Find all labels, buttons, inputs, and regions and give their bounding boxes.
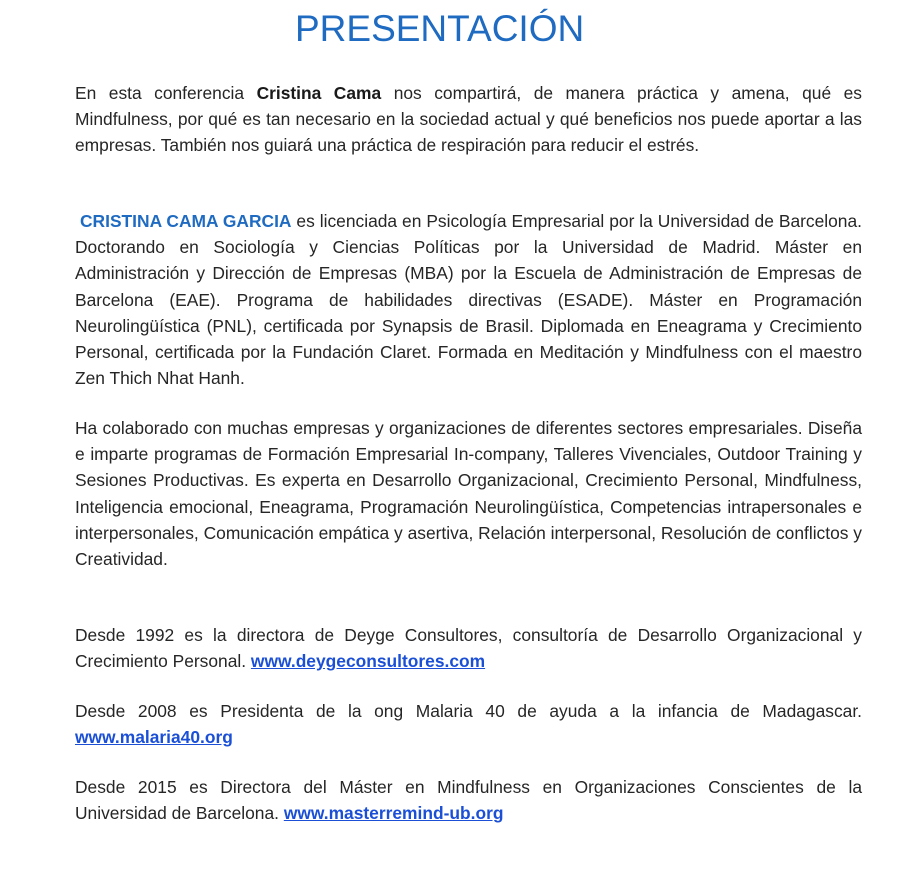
master-paragraph — [75, 774, 862, 826]
speaker-name: Cristina Cama — [256, 83, 382, 103]
malaria-paragraph — [75, 698, 862, 750]
deyge-text: Desde 1992 es la directora de Deyge Consultores, consultoría de Desarrollo Organizacional y Crecimiento Personal. — [75, 625, 862, 672]
malaria-text: Desde 2008 es Presidenta de la ong Malaria 40 de ayuda a la infancia de Madagascar. — [75, 701, 862, 721]
intro-paragraph — [75, 80, 862, 159]
intro-text-before: En esta conferencia — [75, 83, 257, 103]
bio-text: es licenciada en Psicología Empresarial por la Universidad de Barcelona. Doctorando en Sociología y Ciencias Políticas por la Universidad de Madrid. Máster en Administración y Dirección de Empresas (MBA) por la Escuela de Administración de Empresas de Barcelona (EAE). Programa de habilidades directivas (ESADE). Máster en Programación Neurolingüística (PNL), certificada por Synapsis de Brasil. Diplomada en Eneagrama y Crecimiento Personal, certificada por la Fundación Claret. Formada en Meditación y Mindfulness con el maestro Zen Thich Nhat Hanh. — [75, 211, 862, 389]
malaria-link[interactable]: www.malaria40.org — [75, 727, 233, 748]
experience-text: Ha colaborado con muchas empresas y organizaciones de diferentes sectores empresariales. Diseña e imparte programas de Formación Empresarial In-company, Talleres Vivenciales, Outdoor Training y Sesiones Productivas. Es experta en Desarrollo Organizacional, Crecimiento Personal, Mindfulness, Inteligencia emocional, Eneagrama, Programación Neurolingüística, Competencias intrapersonales e interpersonales, Comunicación empática y asertiva, Relación interpersonal, Resolución de conflictos y Creatividad. — [75, 418, 862, 570]
master-link[interactable]: www.masterremind-ub.org — [283, 803, 504, 824]
experience-paragraph — [75, 415, 862, 572]
intro-text-after: nos compartirá, de manera práctica y amena, qué es Mindfulness, por qué es tan necesario en la sociedad actual y qué beneficios nos puede aportar a las empresas. También nos guiará una práctica de respiración para reducir el estrés. — [75, 83, 863, 156]
page-title: PRESENTACIÓN — [295, 8, 585, 49]
deyge-link[interactable]: www.deygeconsultores.com — [250, 651, 486, 672]
deyge-paragraph — [75, 622, 862, 674]
speaker-full-name: CRISTINA CAMA GARCIA — [80, 211, 292, 231]
bio-paragraph — [75, 208, 862, 391]
master-text: Desde 2015 es Directora del Máster en Mindfulness en Organizaciones Conscientes de la Universidad de Barcelona. — [75, 777, 862, 824]
